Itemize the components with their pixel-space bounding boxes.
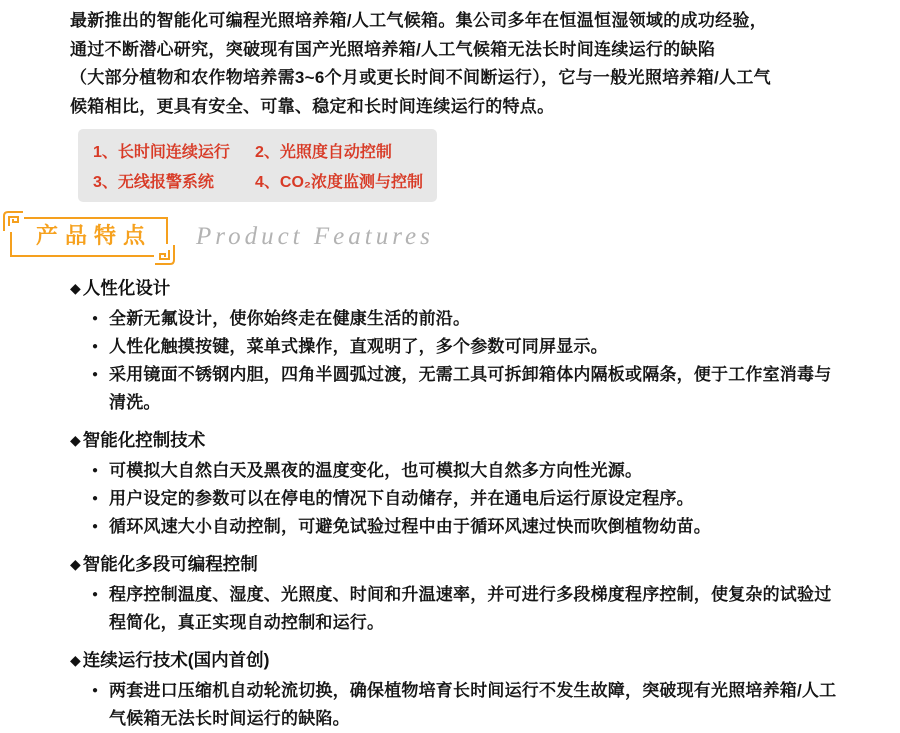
feature-section-humanized-design: [70, 277, 845, 417]
feature-section-title: [70, 553, 845, 575]
feature-bullet-text: 可模拟大自然白天及黑夜的温度变化，也可模拟大自然多方向性光源。: [109, 461, 643, 480]
feature-sections: [0, 263, 900, 733]
feature-section-title: [70, 649, 845, 671]
intro-line: （大部分植物和农作物培养需3~6个月或更长时间不间断运行），它与一般光照培养箱/人工气: [70, 68, 771, 87]
diamond-bullet-icon: ◆: [70, 556, 81, 572]
dot-bullet-icon: ●: [92, 685, 99, 696]
dot-bullet-icon: ●: [92, 369, 99, 380]
feature-bullet-item: [92, 361, 845, 417]
diamond-bullet-icon: ◆: [70, 432, 81, 448]
feature-bullet-item: [92, 457, 845, 485]
diamond-bullet-icon: ◆: [70, 652, 81, 668]
section-title-cn: 产品特点: [36, 223, 153, 248]
key-feature-item: 4、CO₂浓度监测与控制: [255, 174, 424, 191]
feature-bullet-text: 循环风速大小自动控制，可避免试验过程中由于循环风速过快而吹倒植物幼苗。: [109, 517, 711, 536]
intro-line: 通过不断潜心研究，突破现有国产光照培养箱/人工气候箱无法长时间连续运行的缺陷: [70, 39, 716, 59]
dot-bullet-icon: ●: [92, 493, 99, 504]
feature-bullet-text: 全新无氟设计，使你始终走在健康生活的前沿。: [109, 309, 471, 328]
intro-line: 候箱相比，更具有安全、可靠、稳定和长时间连续运行的特点。: [70, 96, 555, 116]
feature-bullet-text: 程序控制温度、湿度、光照度、时间和升温速率，并可进行多段梯度程序控制，使复杂的试验过程简化，真正实现自动控制和运行。: [109, 585, 832, 632]
feature-bullet-text: 用户设定的参数可以在停电的情况下自动储存，并在通电后运行原设定程序。: [109, 489, 694, 508]
feature-section-title: [70, 429, 845, 451]
section-title-frame: [10, 217, 168, 257]
key-feature-item: 2、光照度自动控制: [255, 144, 392, 161]
key-feature-item: 3、无线报警系统: [93, 174, 214, 191]
dot-bullet-icon: ●: [92, 521, 99, 532]
feature-bullet-text: 采用镜面不锈钢内胆，四角半圆弧过渡，无需工具可拆卸箱体内隔板或隔条，便于工作室消毒与清洗。: [109, 365, 832, 412]
feature-section-intelligent-control: [70, 429, 845, 541]
dot-bullet-icon: ●: [92, 341, 99, 352]
intro-line: 最新推出的智能化可编程光照培养箱/人工气候箱。集公司多年在恒温恒湿领域的成功经验，: [70, 11, 768, 30]
feature-bullet-text: 人性化触摸按键，菜单式操作，直观明了，多个参数可同屏显示。: [109, 337, 608, 356]
key-features-box: [78, 129, 437, 202]
feature-title-text: 智能化多段可编程控制: [82, 554, 258, 574]
section-title-en: Product Features: [196, 223, 434, 250]
feature-bullet-item: [92, 677, 845, 733]
feature-bullet-item: [92, 581, 845, 637]
feature-title-text: 人性化设计: [82, 278, 171, 298]
key-feature-item: 1、长时间连续运行: [93, 144, 230, 161]
feature-section-title: [70, 277, 845, 299]
dot-bullet-icon: ●: [92, 313, 99, 324]
diamond-bullet-icon: ◆: [70, 280, 81, 296]
feature-bullet-item: [92, 305, 845, 333]
feature-bullet-item: [92, 333, 845, 361]
intro-paragraph: [0, 0, 900, 121]
fret-ornament-icon: [2, 210, 24, 232]
dot-bullet-icon: ●: [92, 465, 99, 476]
dot-bullet-icon: ●: [92, 589, 99, 600]
feature-bullet-item: [92, 513, 845, 541]
feature-title-text: 连续运行技术(国内首创): [82, 650, 270, 670]
feature-section-continuous-operation: [70, 649, 845, 733]
feature-section-programmable-control: [70, 553, 845, 637]
feature-bullet-text: 两套进口压缩机自动轮流切换，确保植物培育长时间运行不发生故障，突破现有光照培养箱/人工气候箱无法长时间运行的缺陷。: [109, 681, 837, 728]
feature-title-text: 智能化控制技术: [82, 430, 206, 450]
fret-ornament-icon: [154, 244, 176, 266]
feature-bullet-item: [92, 485, 845, 513]
section-header: [10, 213, 900, 261]
